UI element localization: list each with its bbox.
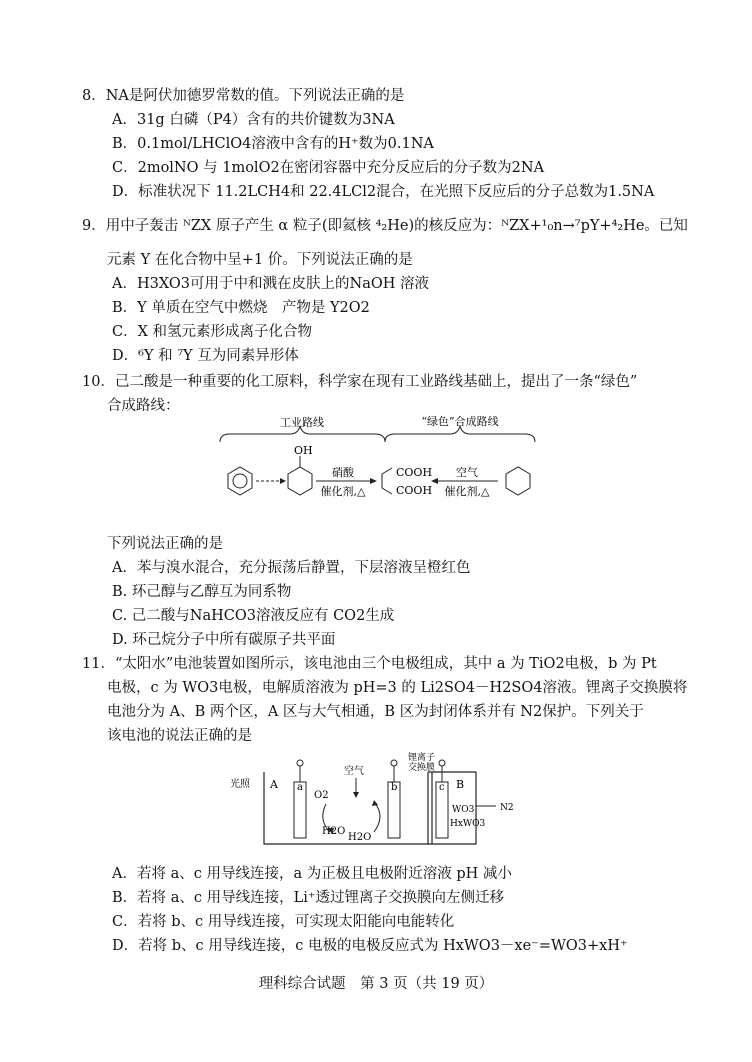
q9-option-d: D．⁶Y 和 ⁷Y 互为同素异形体	[112, 348, 299, 364]
q10-option-c: C. 己二酸与NaHCO3溶液反应有 CO2生成	[112, 608, 395, 624]
zone-b-label: B	[456, 778, 465, 791]
zone-a-label: A	[270, 778, 278, 791]
q8-option-b: B．0.1mol/LHClO4溶液中含有的H⁺数为0.1NA	[112, 136, 434, 152]
air-label-11: 空气	[344, 766, 364, 777]
q11-option-c: C．若将 b、c 用导线连接，可实现太阳能向电能转化	[112, 914, 455, 930]
q8-option-a: A．31g 白磷（P4）含有的共价键数为3NA	[112, 112, 395, 128]
electrode-b-label: b	[391, 782, 398, 793]
q11-option-b: B．若将 a、c 用导线连接，Li⁺透过锂离子交换膜向左侧迁移	[112, 890, 505, 906]
q9-option-c: C．X 和氢元素形成离子化合物	[112, 324, 313, 340]
oh-label: OH	[294, 444, 313, 457]
solar-water-battery-diagram	[226, 752, 546, 852]
q11-option-a: A．若将 a、c 用导线连接，a 为正极且电极附近溶液 pH 减小	[112, 866, 512, 882]
q11-option-d: D．若将 b、c 用导线连接，c 电极的电极反应式为 HxWO3－xe⁻=WO3+xH⁺	[112, 938, 628, 954]
q10-stem: 10．己二酸是一种重要的化工原料，科学家在现有工业路线基础上，提出了一条“绿色”	[82, 374, 638, 390]
q11-stem-line-4: 该电池的说法正确的是	[107, 728, 252, 744]
q9-stem: 9．用中子轰击 ᴺZX 原子产生 α 粒子(即氦核 ⁴₂He)的核反应为：ᴺZX+¹₀n→⁷pY+⁴₂He。已知	[82, 218, 688, 234]
cyclohexane-structure	[506, 467, 530, 495]
q9-option-a: A．H3XO3可用于中和溅在皮肤上的NaOH 溶液	[112, 276, 429, 292]
terminal-b	[391, 760, 397, 766]
q8-option-d: D．标准状况下 11.2LCH4和 22.4LCl2混合，在光照下反应后的分子总数为1.5NA	[112, 184, 655, 200]
n2-label: N2	[500, 803, 514, 813]
q11-stem-line-1: 11．“太阳水”电池装置如图所示，该电池由三个电极组成，其中 a 为 TiO2电极，b 为 Pt	[82, 656, 657, 672]
q9-stem-continued: 元素 Y 在化合物中呈+1 价。下列说法正确的是	[107, 252, 413, 268]
green-label: “绿色”合成路线	[421, 416, 499, 428]
catalyst-label-2: 催化剂,△	[444, 485, 490, 498]
h2o-label-1: H2O	[322, 826, 346, 837]
catalyst-label-1: 催化剂,△	[320, 485, 366, 498]
adipic-acid-structure	[382, 466, 432, 497]
q10-prompt: 下列说法正确的是	[107, 536, 223, 552]
wo3-label: WO3	[452, 805, 475, 815]
q10-option-a: A．苯与溴水混合，充分振荡后静置，下层溶液呈橙红色	[112, 560, 471, 576]
membrane-label-2: 交换膜	[408, 763, 436, 773]
q9-option-b: B．Y 单质在空气中燃烧 产物是 Y2O2	[112, 300, 370, 316]
q11-stem-line-2: 电极，c 为 WO3电极，电解质溶液为 pH=3 的 Li2SO4－H2SO4溶液。锂离子交换膜将	[107, 680, 688, 696]
q8-option-c: C．2molNO 与 1molO2在密闭容器中充分反应后的分子数为2NA	[112, 160, 545, 176]
benzene-structure	[228, 467, 252, 495]
green-brace	[385, 426, 535, 442]
terminal-a	[297, 760, 303, 766]
cooh-label-1: COOH	[396, 466, 433, 479]
q10-option-b: B. 环己醇与乙醇互为同系物	[112, 584, 292, 600]
cycle-arrow-right	[374, 802, 380, 832]
light-label: 光照	[230, 779, 250, 790]
o2-label: O2	[314, 790, 329, 801]
hxwo3-label: HxWO3	[450, 819, 486, 829]
membrane-label-1: 锂离子	[408, 753, 436, 763]
synthesis-route-diagram	[210, 416, 540, 511]
electrode-a-label: a	[297, 782, 303, 793]
nitric-label: 硝酸	[332, 466, 354, 479]
electrode-c-label: c	[439, 782, 445, 793]
industrial-label: 工业路线	[280, 416, 324, 429]
cyclohexanol-structure	[288, 444, 313, 495]
q11-stem-line-3: 电池分为 A、B 两个区，A 区与大气相通，B 区为封闭体系并有 N2保护。下列关于	[107, 704, 644, 720]
air-label: 空气	[456, 466, 478, 479]
terminal-c	[439, 760, 445, 766]
h2o-label-2: H2O	[348, 832, 372, 843]
q8-stem: 8．NA是阿伏加德罗常数的值。下列说法正确的是	[82, 88, 405, 104]
page-footer: 理科综合试题 第 3 页（共 19 页）	[258, 976, 494, 992]
cooh-label-2: COOH	[396, 484, 433, 497]
q10-stem-continued: 合成路线：	[107, 398, 180, 414]
q10-option-d: D. 环己烷分子中所有碳原子共平面	[112, 632, 336, 648]
